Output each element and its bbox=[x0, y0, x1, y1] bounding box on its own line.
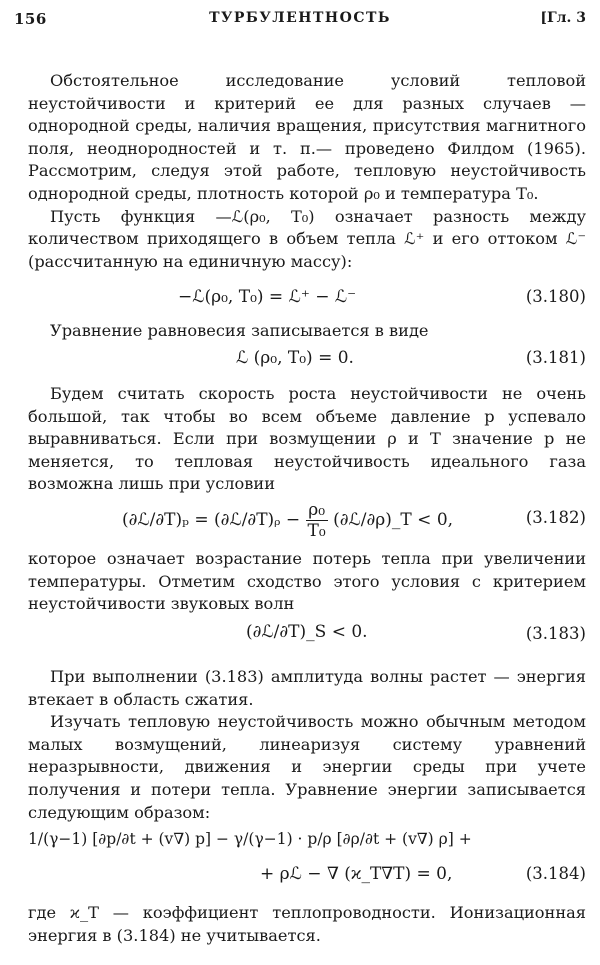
text-block-3 bbox=[28, 383, 586, 496]
equation-3-183 bbox=[28, 616, 586, 656]
equation-3-182-body bbox=[122, 500, 453, 541]
paragraph-conductivity: где ϰ_T — коэффициент теплопроводности. Ионизационная энергия в (3.184) не учитывается. bbox=[28, 903, 586, 945]
paragraph-intro: Обстоятельное исследование условий тепловой неустойчивости и критерий ее для разных случаев — однородной среды, наличия вращения, присутствия магнитного поля, неоднородностей и т. п.— проведено Филдом (1965). Рассмотрим, следуя этой работе, тепловую неустойчивость однородной среды, плотность которой ρ₀ и температура T₀. bbox=[28, 71, 586, 203]
equation-3-182-number: (3.182) bbox=[525, 508, 586, 527]
eq183-term: (∂ℒ/∂T)_S bbox=[246, 622, 327, 642]
eq182-coef-num: ρ₀ bbox=[306, 500, 328, 521]
equation-3-184-line2: + ρℒ − ∇ (ϰ_T∇T) = 0, bbox=[260, 864, 453, 884]
text-block-5 bbox=[28, 666, 586, 824]
equation-3-184-line1: 1/(γ−1) [∂p/∂t + (v∇) p] − γ/(γ−1) · p/ρ [∂ρ/∂t + (v∇) ρ] + bbox=[28, 830, 472, 848]
paragraph-function-def: Пусть функция —ℒ(ρ₀, T₀) означает разность между количеством приходящего в объем тепла ℒ⁺ и его оттоком ℒ⁻ (рассчитанную на единичную массу): bbox=[28, 206, 586, 271]
eq182-minus: − bbox=[285, 510, 301, 530]
equation-3-182 bbox=[28, 494, 586, 542]
eq182-equals: = bbox=[194, 510, 209, 530]
text-block-1 bbox=[28, 70, 586, 273]
eq182-coef-den: T₀ bbox=[307, 521, 326, 541]
eq183-relation: < 0. bbox=[331, 622, 368, 642]
paragraph-equilibrium: Уравнение равновесия записывается в виде bbox=[50, 321, 429, 340]
eq182-coefficient bbox=[306, 500, 328, 541]
equation-3-184 bbox=[28, 826, 586, 894]
eq182-term2: (∂ℒ/∂T)ᵨ bbox=[214, 510, 281, 530]
running-title: ТУРБУЛЕНТНОСТЬ bbox=[209, 10, 391, 26]
paragraph-amplitude: При выполнении (3.183) амплитуда волны растет — энергия втекает в область сжатия. bbox=[28, 667, 586, 709]
equation-3-180-number: (3.180) bbox=[525, 287, 586, 306]
equation-3-183-number: (3.183) bbox=[525, 624, 586, 643]
paragraph-growth-rate: Будем считать скорость роста неустойчивости не очень большой, так чтобы во всем объеме давление p успевало выравниваться. Если при возмущении ρ и T значение p не меняется, то тепловая неустойчивость идеального газа возможна лишь при условии bbox=[28, 384, 586, 494]
paragraph-perturbation: Изучать тепловую неустойчивость можно обычным методом малых возмущений, линеаризуя систему уравнений неразрывности, движения и энергии среды при учете получения и потери тепла. Уравнение энергии записывается следующим образом: bbox=[28, 712, 586, 822]
text-block-4 bbox=[28, 548, 586, 616]
text-block-2 bbox=[28, 320, 586, 343]
text-block-6 bbox=[28, 902, 586, 947]
equation-3-181 bbox=[28, 348, 586, 374]
equation-3-180-body: −ℒ(ρ₀, T₀) = ℒ⁺ − ℒ⁻ bbox=[178, 287, 357, 307]
page-number: 156 bbox=[14, 10, 47, 28]
eq182-relation: < 0, bbox=[417, 510, 454, 530]
eq182-term3: (∂ℒ/∂ρ)_T bbox=[333, 510, 412, 530]
paragraph-heat-loss: которое означает возрастание потерь тепла при увеличении температуры. Отметим сходство этого условия с критерием неустойчивости звуковых волн bbox=[28, 549, 586, 614]
equation-3-181-number: (3.181) bbox=[525, 348, 586, 367]
page-header bbox=[14, 10, 586, 38]
equation-3-180 bbox=[28, 287, 586, 313]
equation-3-183-body bbox=[246, 622, 368, 642]
equation-3-181-body: ℒ (ρ₀, T₀) = 0. bbox=[236, 348, 354, 368]
chapter-label: [Гл. 3 bbox=[540, 10, 586, 26]
eq182-term1: (∂ℒ/∂T)ₚ bbox=[122, 510, 189, 530]
equation-3-184-number: (3.184) bbox=[525, 864, 586, 883]
